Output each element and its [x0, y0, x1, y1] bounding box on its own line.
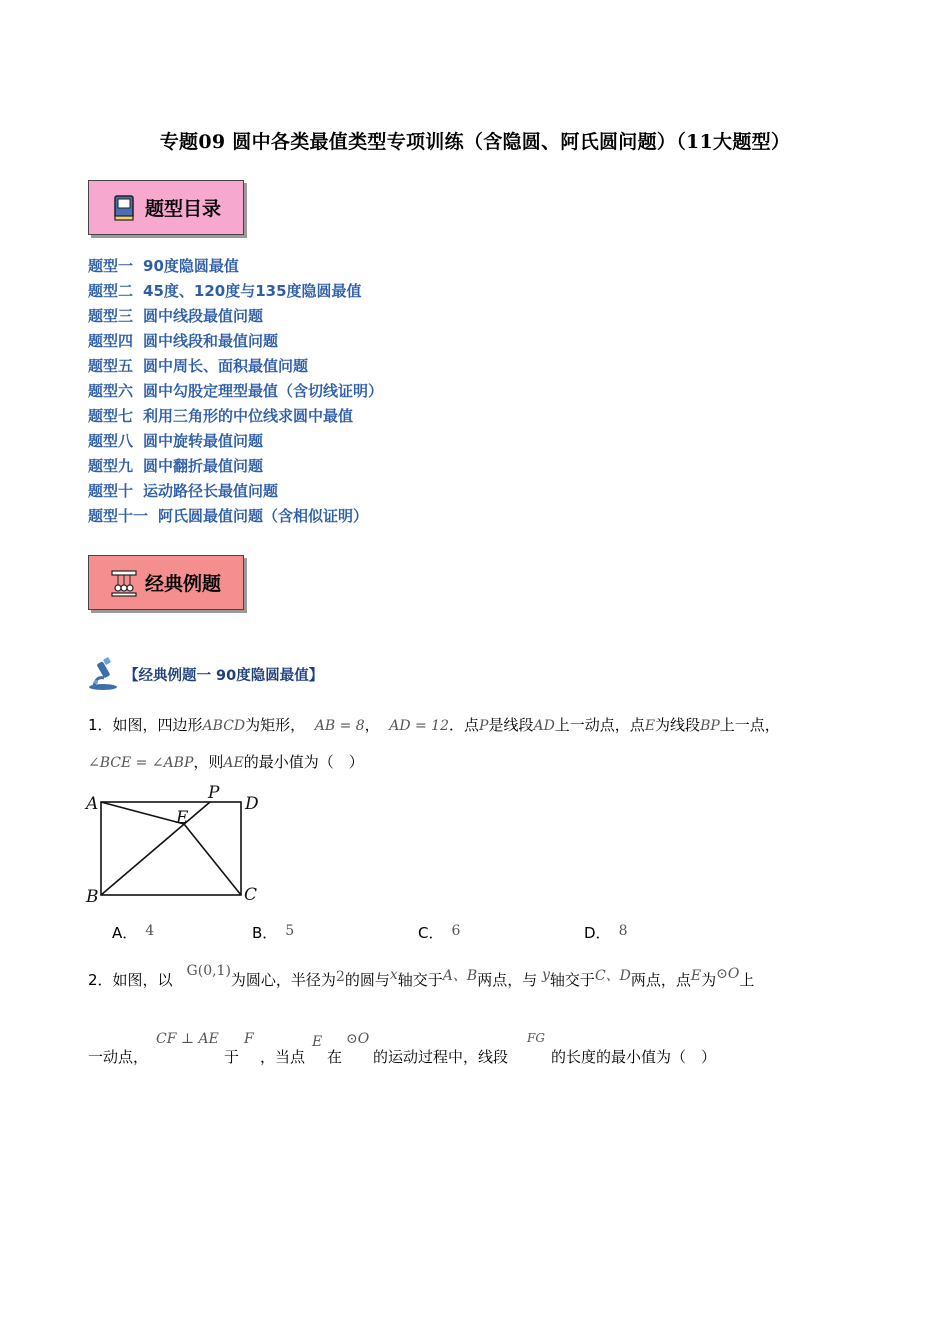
toc-item-text: 圆中线段最值问题 [143, 307, 264, 325]
q1-text: 是线段 [488, 716, 534, 734]
question-1-line-2 [88, 751, 364, 772]
q1-text: ， [364, 716, 380, 734]
toc-item-num: 题型八 [88, 432, 134, 450]
label-b: B [86, 887, 99, 907]
toc-item-text: 圆中旋转最值问题 [143, 432, 264, 450]
q1-text: ，则 [193, 753, 224, 771]
option-b[interactable] [252, 922, 294, 943]
option-c[interactable] [418, 922, 460, 943]
toc-item-text: 圆中线段和最值问题 [143, 332, 279, 350]
q1-math: E [644, 718, 656, 734]
toc-item-num: 题型五 [88, 357, 134, 375]
q2-text: 轴交于 [397, 971, 443, 989]
toc-item-text: 利用三角形的中位线求圆中最值 [143, 407, 354, 425]
q1-text: 为线段 [655, 716, 701, 734]
q1-math: BP [700, 718, 720, 734]
q2-line2-text-4: 在 [327, 1048, 343, 1066]
toc-item[interactable] [88, 331, 383, 356]
q2-math: G(0,1) [186, 963, 231, 979]
toc-item[interactable] [88, 356, 383, 381]
label-e: E [176, 808, 189, 828]
q2-text: 为 [701, 971, 717, 989]
toc-item-num: 题型十 [88, 482, 134, 500]
option-label: A． [112, 924, 138, 942]
q2-line2-text-1: 一动点， [88, 1048, 149, 1066]
q2-line2-text-5: 的运动过程中，线段 [373, 1048, 509, 1066]
q2-text: 2．如图，以 [88, 971, 173, 989]
q1-text: 的最小值为（ ） [243, 753, 364, 771]
question-1-line-1 [88, 714, 780, 735]
q2-line2-text-3: ，当点 [260, 1048, 306, 1066]
q2-text: 两点，点 [630, 971, 691, 989]
q2-line2-text-6: 的长度的最小值为（ ） [551, 1048, 717, 1066]
toc-item-num: 题型四 [88, 332, 134, 350]
book-icon [109, 193, 139, 223]
option-value: 8 [618, 923, 628, 939]
toc-item-num: 题型二 [88, 282, 134, 300]
toc-item[interactable] [88, 481, 383, 506]
q2-math-cf-perp-ae: CF ⊥ AE [156, 1031, 219, 1047]
toc-list [88, 256, 383, 531]
option-label: D． [584, 924, 611, 942]
q2-text: 轴交于 [549, 971, 595, 989]
toc-item-num: 题型一 [88, 257, 134, 275]
toc-item[interactable] [88, 256, 383, 281]
segment-ae [101, 802, 184, 824]
toc-item[interactable] [88, 431, 383, 456]
q1-text: 为矩形， [245, 716, 306, 734]
label-c: C [244, 885, 258, 905]
q2-line2-text-2: 于 [224, 1048, 240, 1066]
q2-math: x [389, 967, 398, 983]
rectangle-figure [82, 784, 282, 909]
q1-math: ∠BCE = ∠ABP [88, 755, 194, 771]
q1-math: AD [533, 718, 555, 734]
q2-text: 为圆心，半径为 [230, 971, 336, 989]
q1-text: 1．如图，四边形 [88, 716, 203, 734]
q2-text: 两点，与 [477, 971, 538, 989]
q2-math: C、D [594, 968, 631, 984]
toc-item[interactable] [88, 381, 383, 406]
question-2-line-1 [88, 963, 755, 990]
q2-math: E [690, 968, 702, 984]
toc-item[interactable] [88, 406, 383, 431]
toc-item[interactable] [88, 456, 383, 481]
examples-banner [88, 555, 244, 610]
toc-item-text: 运动路径长最值问题 [143, 482, 279, 500]
toc-item[interactable] [88, 306, 383, 331]
toc-item-text: 圆中勾股定理型最值（含切线证明） [143, 382, 384, 400]
option-label: C． [418, 924, 444, 942]
q1-math: P [479, 718, 489, 734]
option-value: 5 [285, 923, 295, 939]
q2-math-e: E [312, 1034, 323, 1050]
q2-math-fg: FG [527, 1031, 545, 1045]
option-label: B． [252, 924, 278, 942]
example-heading-text: 【经典例题一 90度隐圆最值】 [124, 667, 324, 684]
q2-math-circle-o: ⊙O [346, 1031, 370, 1047]
toc-banner [88, 180, 244, 235]
option-value: 4 [145, 923, 155, 939]
q2-math: ⊙O [716, 966, 740, 982]
q1-math: AE [223, 755, 244, 771]
option-d[interactable] [584, 922, 627, 943]
toc-item-text: 圆中翻折最值问题 [143, 457, 264, 475]
segment-ce [184, 824, 241, 895]
q1-text: ．点 [449, 716, 480, 734]
q2-text: 的圆与 [344, 971, 390, 989]
option-value: 6 [451, 923, 461, 939]
page-title: 专题09 圆中各类最值类型专项训练（含隐圆、阿氏圆问题）（11大题型） [159, 131, 791, 153]
example-heading [86, 656, 323, 692]
option-a[interactable] [112, 922, 154, 943]
q1-math: ABCD [202, 718, 246, 734]
rectangle-abcd [101, 802, 241, 895]
toc-item[interactable] [88, 506, 383, 531]
q2-math: A、B [442, 968, 478, 984]
toc-item-num: 题型七 [88, 407, 134, 425]
q2-math: 2 [335, 969, 345, 985]
q1-text: 上一点， [719, 716, 780, 734]
toc-item-num: 题型三 [88, 307, 134, 325]
toc-item-text: 45度、120度与135度隐圆最值 [143, 282, 362, 300]
toc-item-text: 圆中周长、面积最值问题 [143, 357, 309, 375]
microscope-icon [86, 656, 122, 692]
q1-math: AD = 12 [389, 718, 449, 734]
toc-item-text: 阿氏圆最值问题（含相似证明） [158, 507, 369, 525]
toc-item[interactable] [88, 281, 383, 306]
q2-text: 上 [739, 971, 755, 989]
toc-item-text: 90度隐圆最值 [143, 257, 239, 275]
label-p: P [208, 784, 220, 803]
q2-math-f: F [244, 1031, 254, 1047]
label-d: D [245, 794, 259, 814]
q1-text: 上一动点，点 [554, 716, 645, 734]
toc-item-num: 题型十一 [88, 507, 149, 525]
toc-item-num: 题型六 [88, 382, 134, 400]
q2-math: y [542, 967, 550, 983]
label-a: A [86, 794, 99, 814]
q1-math: AB = 8 [314, 718, 365, 734]
toc-banner-label: 题型目录 [145, 198, 222, 220]
newtons-cradle-icon [109, 568, 139, 598]
toc-item-num: 题型九 [88, 457, 134, 475]
examples-banner-label: 经典例题 [145, 573, 222, 595]
